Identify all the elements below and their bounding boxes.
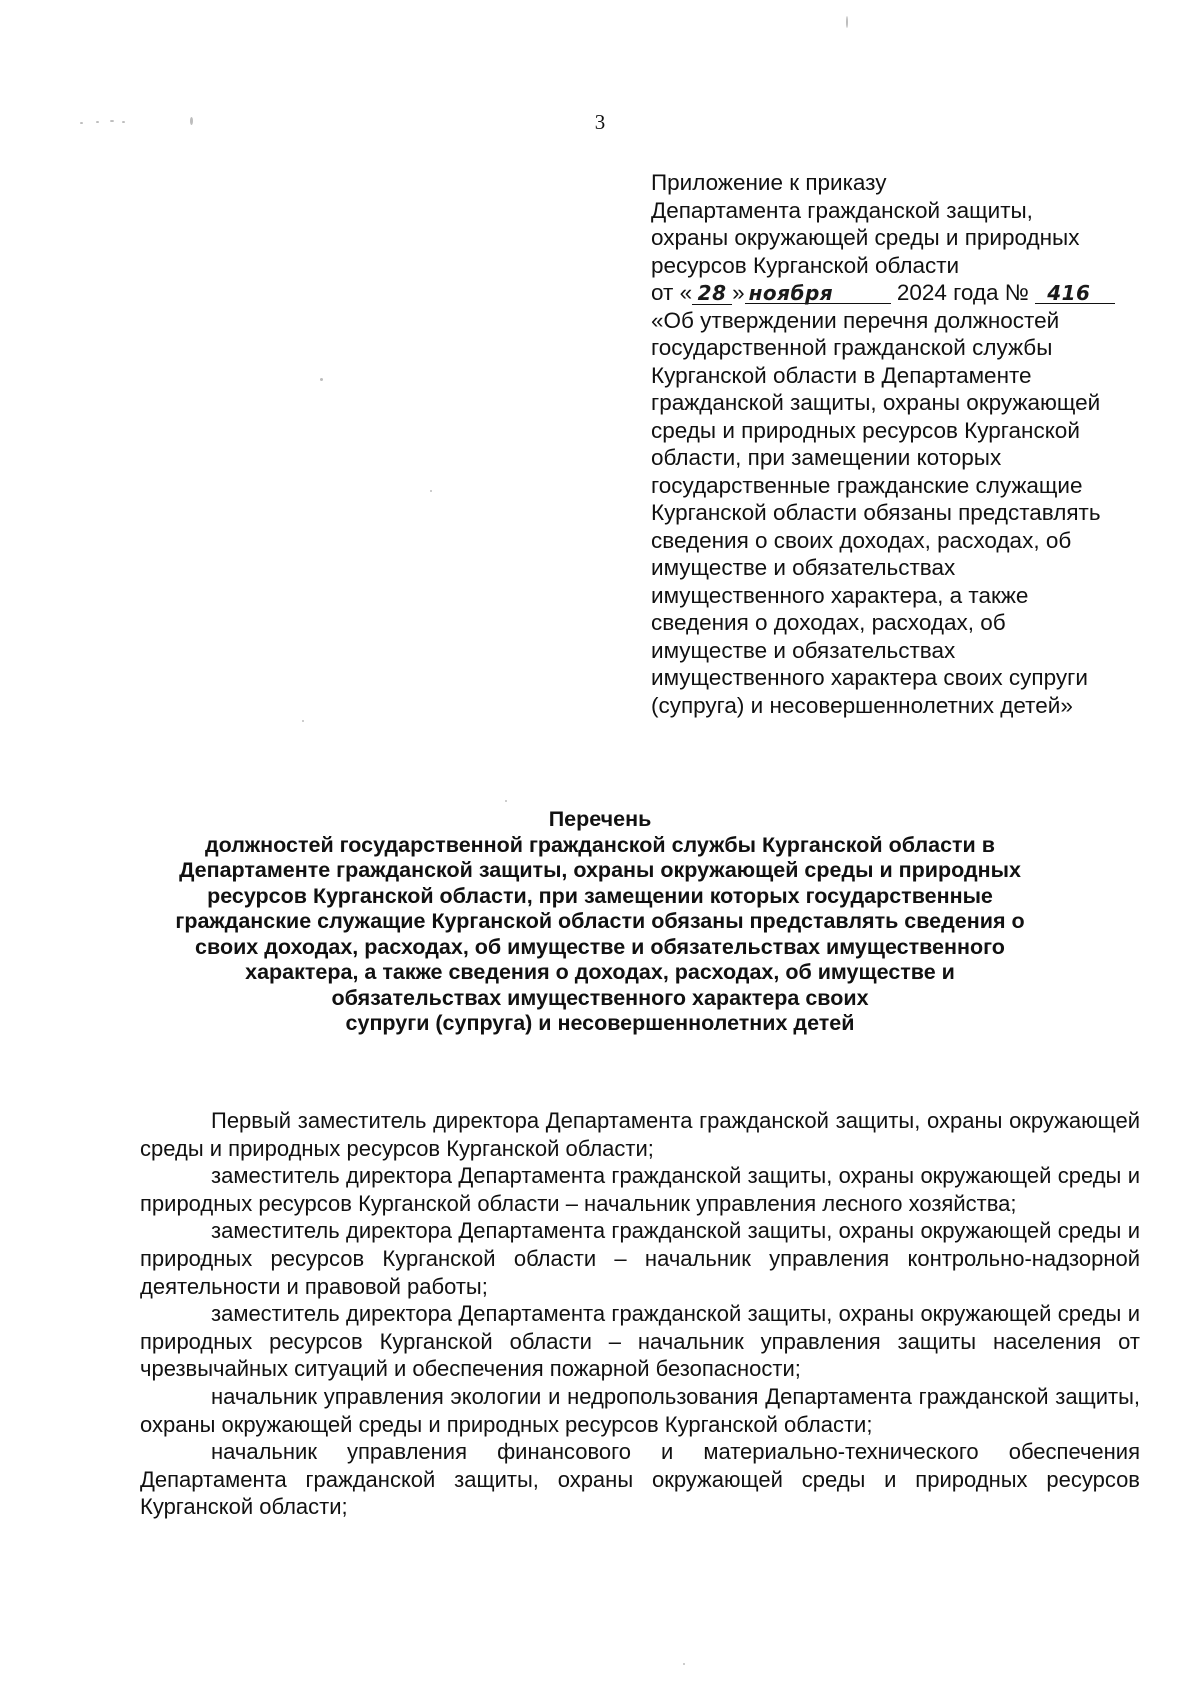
order-date-row [651, 279, 1151, 307]
positions-list [140, 1107, 1140, 1521]
position-item: заместитель директора Департамента гражданской защиты, охраны окружающей среды и природных ресурсов Курганской области – начальник управления защиты населения от чрезвычайных ситуаций и обеспечения пожарной безопасности; [140, 1301, 1140, 1382]
appendix-subject-line: гражданской защиты, охраны окружающей [651, 390, 1101, 415]
appendix-subject-line: области, при замещении которых [651, 445, 1002, 470]
appendix-line: охраны окружающей среды и природных [651, 225, 1080, 250]
appendix-subject-line: имуществе и обязательствах [651, 555, 956, 580]
title-line: Департаменте гражданской защиты, охраны окружающей среды и природных [179, 858, 1021, 882]
appendix-subject-line: (супруга) и несовершеннолетних детей» [651, 692, 1073, 718]
title-line: супруги (супруга) и несовершеннолетних детей [345, 1011, 855, 1035]
appendix-line: Департамента гражданской защиты, [651, 197, 1033, 223]
appendix-subject-line: имуществе и обязательствах [651, 637, 956, 663]
scan-speck [302, 720, 304, 722]
appendix-subject-line: имущественного характера, а также [651, 582, 1029, 608]
position-item: заместитель директора Департамента гражданской защиты, охраны окружающей среды и природных ресурсов Курганской области – начальник управления лесного хозяйства; [140, 1163, 1140, 1216]
scan-speck [846, 16, 848, 28]
appendix-block [651, 169, 1151, 719]
appendix-subject-line: Курганской области в Департаменте [651, 362, 1032, 388]
title-line: обязательствах имущественного характера своих [331, 985, 869, 1010]
title-line: ресурсов Курганской области, при замещении которых государственные [207, 883, 993, 908]
appendix-subject-line: государственные гражданские служащие [651, 472, 1083, 498]
page-number: 3 [594, 110, 606, 134]
appendix-subject-line: «Об утверждении перечня должностей [651, 307, 1060, 333]
title-line: гражданские служащие Курганской области обязаны представлять сведения о [175, 909, 1025, 933]
title-line: своих доходах, расходах, об имуществе и обязательствах имущественного [195, 934, 1005, 959]
appendix-line: Приложение к приказу [651, 170, 887, 195]
appendix-subject-line: Курганской области обязаны представлять [651, 500, 1101, 525]
handwritten-day: 28 [692, 282, 732, 305]
appendix-subject-line: среды и природных ресурсов Курганской [651, 417, 1080, 443]
appendix-subject-line: сведения о доходах, расходах, об [651, 610, 1006, 635]
title-heading: Перечень [548, 807, 652, 831]
title-line: должностей государственной гражданской службы Курганской области в [205, 832, 995, 857]
position-item: Первый заместитель директора Департамента гражданской защиты, охраны окружающей среды и природных ресурсов Курганской области; [140, 1108, 1140, 1161]
date-year: 2024 года № [896, 280, 1029, 305]
date-prefix: от « [651, 280, 693, 305]
position-item: начальник управления финансового и материально-технического обеспечения Департамента гражданской защиты, охраны окружающей среды и природных ресурсов Курганской области; [140, 1439, 1140, 1520]
date-quote-close: » [732, 280, 745, 305]
title-line: характера, а также сведения о доходах, расходах, об имуществе и [245, 960, 955, 984]
appendix-subject-line: сведения о своих доходах, расходах, об [651, 527, 1072, 553]
appendix-line: ресурсов Курганской области [651, 252, 960, 278]
scan-speck [683, 1663, 685, 1665]
appendix-subject-line: имущественного характера своих супруги [651, 665, 1088, 690]
handwritten-order-number: 416 [1035, 282, 1115, 304]
scan-speck [320, 378, 323, 381]
handwritten-month: ноября [745, 282, 891, 304]
scan-speck [505, 800, 507, 802]
appendix-subject-line: государственной гражданской службы [651, 335, 1053, 360]
position-item: начальник управления экологии и недропользования Департамента гражданской защиты, охраны окружающей среды и природных ресурсов Курганской области; [140, 1383, 1140, 1437]
document-title [100, 807, 1100, 1037]
position-item: заместитель директора Департамента гражданской защиты, охраны окружающей среды и природных ресурсов Курганской области – начальник управления контрольно-надзорной деятельности и правовой работы; [140, 1218, 1140, 1299]
scan-speck [430, 490, 432, 492]
